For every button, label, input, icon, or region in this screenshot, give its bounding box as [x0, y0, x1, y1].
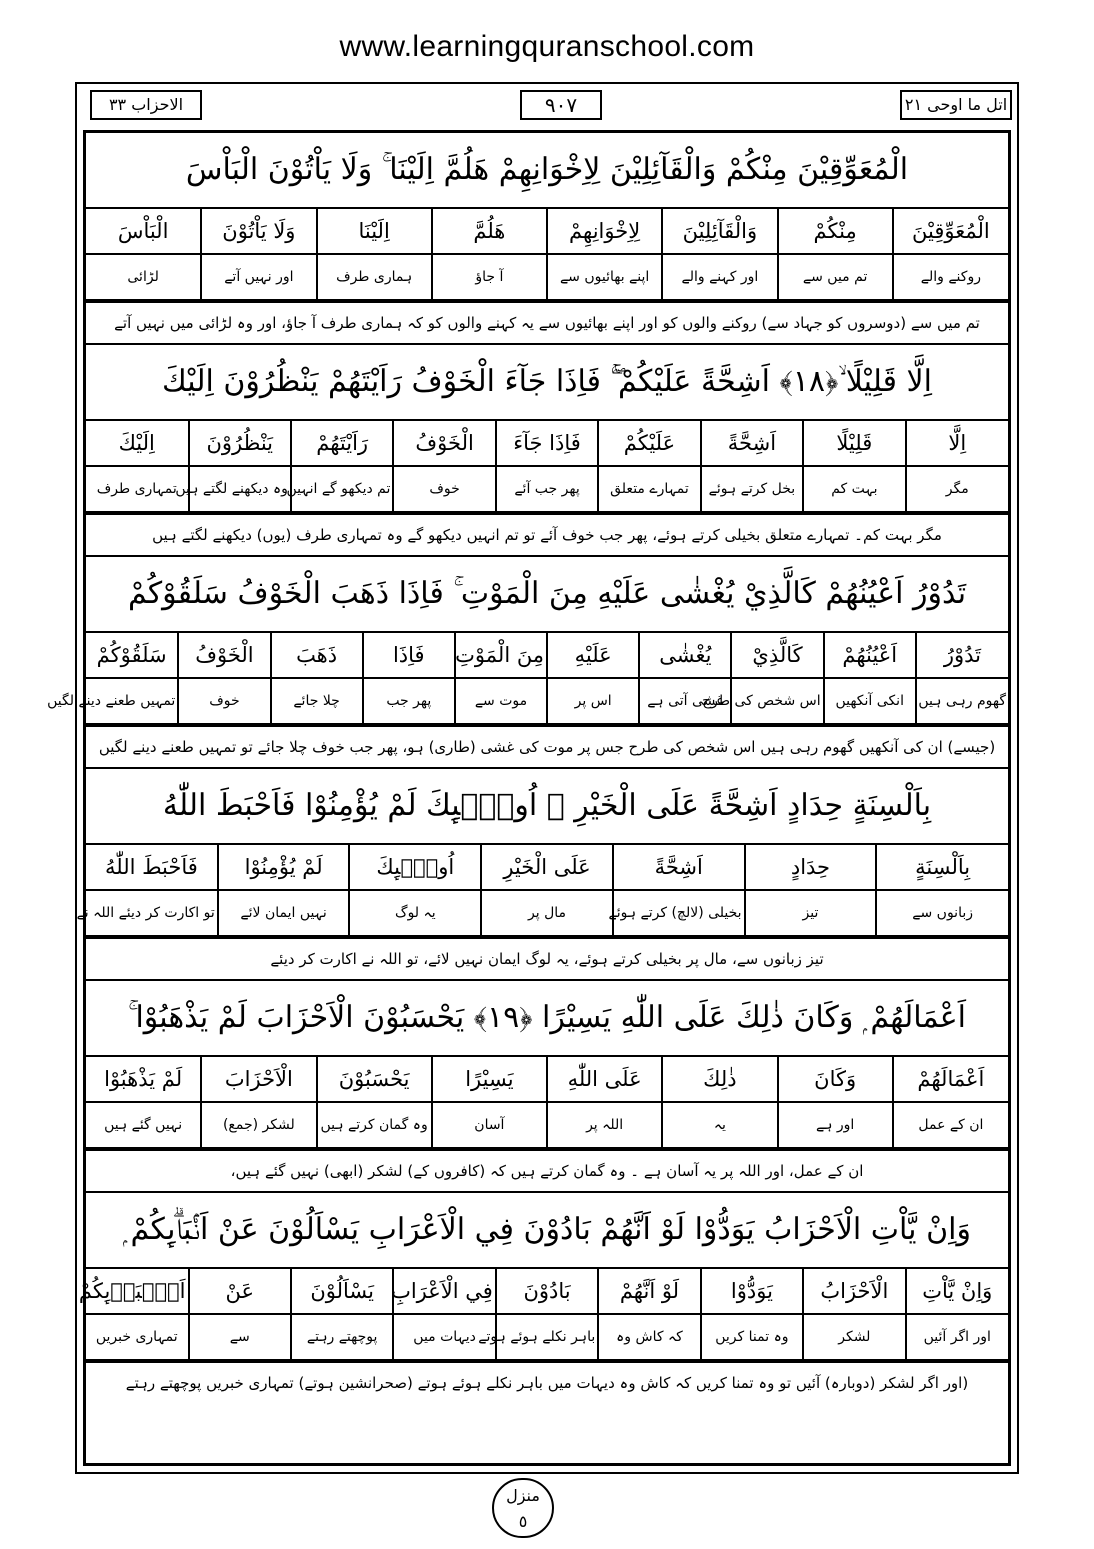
urdu-meaning-cell: ہماری طرف [317, 254, 432, 300]
word-by-word-grid [86, 1057, 1008, 1149]
arabic-word-cell: يَوَدُّوْا [701, 1269, 803, 1314]
arabic-word-cell: سَلَقُوْكُمْ [86, 633, 178, 678]
urdu-meaning-cell: گھوم رہی ہیں [916, 678, 1008, 724]
urdu-meaning-cell: یہ [662, 1102, 777, 1148]
urdu-translation-line: (جیسے) ان کی آنکھیں گھوم رہی ہیں اس شخص کی طرح جس پر موت کی غشی (طاری) ہو، پھر جب خوف چلا جائے تو تمہیں طعنے دینے لگیں [86, 725, 1008, 767]
arabic-word-cell: عَلَى اللّٰهِ [547, 1057, 662, 1102]
urdu-meaning-cell: اللہ پر [547, 1102, 662, 1148]
arabic-word-cell: اَشِحَّةً [701, 421, 803, 466]
verse-section [86, 345, 1008, 557]
word-by-word-grid [76, 845, 1008, 937]
urdu-meanings-row [86, 678, 1008, 724]
urdu-translation-line: ان کے عمل، اور اللہ پر یہ آسان ہے ۔ وہ گمان کرتے ہیں کہ (کافروں کے) لشکر (ابھی) نہیں گئے ہیں، [86, 1149, 1008, 1191]
arabic-word-cell: بَادُوْنَ [496, 1269, 598, 1314]
urdu-translation-line: تم میں سے (دوسروں کو جہاد سے) روکنے والوں کو اور اپنے بھائیوں سے یہ کہنے والوں کو کہ ہماری طرف آ جاؤ، اور وہ لڑائی میں نہیں آتے [86, 301, 1008, 343]
arabic-word-cell: اَشِحَّةً [613, 845, 745, 890]
arabic-word-cell: الْاَحْزَابُ [803, 1269, 905, 1314]
arabic-word-cell: مِنَ الْمَوْتِ [455, 633, 547, 678]
urdu-meaning-cell: آسان [432, 1102, 547, 1148]
arabic-words-row [86, 1269, 1008, 1314]
arabic-words-row [86, 421, 1008, 466]
word-by-word-grid [86, 209, 1008, 301]
urdu-meaning-cell: تمہاری خبریں [86, 1314, 189, 1360]
arabic-word-cell: اَنْۢبَاۗىِٕكُمْ [86, 1269, 189, 1314]
arabic-word-cell: بِاَلْسِنَةٍ [876, 845, 1008, 890]
urdu-meaning-cell: تیز [745, 890, 877, 936]
urdu-meaning-cell: پھر جب آئے [496, 466, 598, 512]
arabic-word-cell: رَاَيْتَهُمْ [291, 421, 393, 466]
arabic-word-cell: يُغْشٰى [639, 633, 731, 678]
verse-section [86, 133, 1008, 345]
arabic-word-cell: الْمُعَوِّقِيْنَ [893, 209, 1008, 254]
arabic-word-cell: الْاَحْزَابَ [201, 1057, 316, 1102]
arabic-word-cell: لِاِخْوَانِهِمْ [547, 209, 662, 254]
arabic-word-cell: وَاِنْ يَّاْتِ [906, 1269, 1008, 1314]
arabic-word-cell: وَلَا يَاْتُوْنَ [201, 209, 316, 254]
arabic-word-cell: عَلَى الْخَيْرِ [481, 845, 613, 890]
arabic-verse-line: تَدُوْرُ اَعْيُنُهُمْ كَالَّذِيْ يُغْشٰى عَلَيْهِ مِنَ الْمَوْتِ ۚ فَاِذَا ذَهَبَ الْخَوْفُ سَلَقُوْكُمْ [86, 557, 1008, 633]
verse-section [86, 981, 1008, 1193]
urdu-meaning-cell: پوچھتے رہتے [291, 1314, 393, 1360]
urdu-meaning-cell: لشکر (جمع) [201, 1102, 316, 1148]
arabic-word-cell: الْبَاْسَ [86, 209, 201, 254]
arabic-word-cell: ذٰلِكَ [662, 1057, 777, 1102]
site-url: www.learningquranschool.com [339, 30, 755, 63]
urdu-meaning-cell: اور ہے [778, 1102, 893, 1148]
urdu-meaning-cell: تمہاری طرف [86, 466, 189, 512]
urdu-meaning-cell: تو اکارت کر دیئے اللہ نے [86, 890, 218, 936]
arabic-words-row [86, 209, 1008, 254]
urdu-meaning-cell: خوف [178, 678, 270, 724]
urdu-meaning-cell: ان کے عمل [893, 1102, 1008, 1148]
arabic-words-row [86, 845, 1008, 890]
urdu-meaning-cell: وہ گمان کرتے ہیں [317, 1102, 432, 1148]
arabic-word-cell: حِدَادٍ [745, 845, 877, 890]
urdu-meaning-cell: نہیں ایمان لائے [218, 890, 350, 936]
arabic-word-cell: اِلَّا [906, 421, 1008, 466]
arabic-word-cell: وَالْقَآئِلِيْنَ [662, 209, 777, 254]
urdu-meaning-cell: آ جاؤ [432, 254, 547, 300]
urdu-meaning-cell: بخیلی (لالچ) کرتے ہوئے [613, 890, 745, 936]
arabic-word-cell: لَمْ يُؤْمِنُوْا [218, 845, 350, 890]
arabic-word-cell: عَنْ [189, 1269, 291, 1314]
urdu-meaning-cell: بخل کرتے ہوئے [701, 466, 803, 512]
urdu-meaning-cell: سے [189, 1314, 291, 1360]
urdu-meaning-cell: اس شخص کی طرح [731, 678, 823, 724]
content-area [47, 133, 1008, 1403]
urdu-meaning-cell: باہر نکلے ہوئے ہوتے [496, 1314, 598, 1360]
urdu-meaning-cell: اور نہیں آتے [201, 254, 316, 300]
urdu-meaning-cell: زبانوں سے [876, 890, 1008, 936]
urdu-meaning-cell: کہ کاش وہ [598, 1314, 700, 1360]
arabic-word-cell: تَدُوْرُ [916, 633, 1008, 678]
arabic-word-cell: عَلَيْهِ [547, 633, 639, 678]
arabic-word-cell: يَسْاَلُوْنَ [291, 1269, 393, 1314]
arabic-verse-line: اَعْمَالَهُمْ ۭ وَكَانَ ذٰلِكَ عَلَى اللّٰهِ يَسِيْرًا ﴿١٩﴾ يَحْسَبُوْنَ الْاَحْزَابَ لَمْ يَذْهَبُوْا ۚ [86, 981, 1008, 1057]
urdu-meaning-cell: غشی آتی ہے [639, 678, 731, 724]
manzil-badge [492, 1478, 554, 1538]
arabic-verse-line: وَاِنْ يَّاْتِ الْاَحْزَابُ يَوَدُّوْا لَوْ اَنَّهُمْ بَادُوْنَ فِي الْاَعْرَابِ يَسْاَلُوْنَ عَنْ اَنْۢبَاۗىِٕكُمْ ۭ [86, 1193, 1008, 1269]
arabic-word-cell: مِنْكُمْ [778, 209, 893, 254]
word-by-word-grid [86, 421, 1008, 513]
urdu-meaning-cell: تم میں سے [778, 254, 893, 300]
arabic-word-cell: اِلَيْنَا [317, 209, 432, 254]
header-surah: الاحزاب ٣٣ [90, 90, 202, 120]
manzil-number: ٥ [518, 1512, 528, 1531]
header-para: اتل ما اوحی ٢١ [900, 90, 1012, 120]
urdu-meaning-cell: موت سے [455, 678, 547, 724]
urdu-meaning-cell: یہ لوگ [349, 890, 481, 936]
arabic-word-cell: يَحْسَبُوْنَ [317, 1057, 432, 1102]
urdu-meaning-cell: اس پر [547, 678, 639, 724]
word-by-word-grid [47, 633, 1008, 725]
arabic-word-cell: اَعْيُنُهُمْ [824, 633, 916, 678]
urdu-meaning-cell: مال پر [481, 890, 613, 936]
word-by-word-grid [78, 1269, 1008, 1361]
urdu-translation-line: مگر بہت کم۔ تمہارے متعلق بخیلی کرتے ہوئے، پھر جب خوف آئے تو تم انہیں دیکھو گے وہ تمہاری طرف (یوں) دیکھنے لگتے ہیں [86, 513, 1008, 555]
arabic-verse-line: اِلَّا قَلِيْلًا ۙ﴿١٨﴾ اَشِحَّةً عَلَيْكُمْ ۚۖ فَاِذَا جَآءَ الْخَوْفُ رَاَيْتَهُمْ يَنْظُرُوْنَ اِلَيْكَ [86, 345, 1008, 421]
arabic-word-cell: اُولٰۗىِٕكَ [349, 845, 481, 890]
urdu-meaning-cell: تمہارے متعلق [598, 466, 700, 512]
urdu-meaning-cell: مگر [906, 466, 1008, 512]
urdu-meaning-cell: خوف [393, 466, 495, 512]
urdu-meaning-cell: لڑائی [86, 254, 201, 300]
verse-section [78, 1193, 1008, 1403]
arabic-word-cell: قَلِيْلًا [803, 421, 905, 466]
arabic-word-cell: يَنْظُرُوْنَ [189, 421, 291, 466]
urdu-meanings-row [86, 254, 1008, 300]
urdu-meaning-cell: تمہیں طعنے دینے لگیں [86, 678, 178, 724]
urdu-meaning-cell: پھر جب [363, 678, 455, 724]
arabic-word-cell: فَاِذَا [363, 633, 455, 678]
urdu-meaning-cell: وہ تمنا کریں [701, 1314, 803, 1360]
urdu-translation-line: (اور اگر لشکر (دوبارہ) آئیں تو وہ تمنا کریں کہ کاش وہ دیہات میں باہر نکلے ہوئے ہوتے (صحرانشین ہوتے) تمہاری خبریں پوچھتے رہتے [86, 1361, 1008, 1403]
arabic-word-cell: اَعْمَالَهُمْ [893, 1057, 1008, 1102]
arabic-word-cell: يَسِيْرًا [432, 1057, 547, 1102]
urdu-meanings-row [86, 1102, 1008, 1148]
arabic-word-cell: كَالَّذِيْ [731, 633, 823, 678]
arabic-word-cell: اِلَيْكَ [86, 421, 189, 466]
urdu-meaning-cell: اپنے بھائیوں سے [547, 254, 662, 300]
urdu-meaning-cell: اور کہنے والے [662, 254, 777, 300]
urdu-meanings-row [86, 1314, 1008, 1360]
urdu-meaning-cell: روکنے والے [893, 254, 1008, 300]
arabic-word-cell: فِي الْاَعْرَابِ [393, 1269, 495, 1314]
arabic-words-row [86, 633, 1008, 678]
urdu-meaning-cell: بہت کم [803, 466, 905, 512]
header-page-number: ٩٠٧ [520, 90, 602, 120]
arabic-word-cell: هَلُمَّ [432, 209, 547, 254]
verse-section [76, 769, 1008, 981]
urdu-meanings-row [86, 890, 1008, 936]
arabic-word-cell: فَاِذَا جَآءَ [496, 421, 598, 466]
urdu-meaning-cell: انکی آنکھیں [824, 678, 916, 724]
urdu-meaning-cell: نہیں گئے ہیں [86, 1102, 201, 1148]
verse-section [47, 557, 1008, 769]
urdu-meaning-cell: لشکر [803, 1314, 905, 1360]
urdu-meaning-cell: چلا جائے [271, 678, 363, 724]
manzil-label: منزل [506, 1486, 540, 1505]
arabic-word-cell: وَكَانَ [778, 1057, 893, 1102]
urdu-meaning-cell: تم دیکھو گے انہیں [291, 466, 393, 512]
arabic-word-cell: عَلَيْكُمْ [598, 421, 700, 466]
arabic-word-cell: ذَهَبَ [271, 633, 363, 678]
arabic-word-cell: فَاَحْبَطَ اللّٰهُ [86, 845, 218, 890]
urdu-meaning-cell: وہ دیکھنے لگتے ہیں [189, 466, 291, 512]
arabic-word-cell: الْخَوْفُ [393, 421, 495, 466]
arabic-verse-line: الْمُعَوِّقِيْنَ مِنْكُمْ وَالْقَآئِلِيْنَ لِاِخْوَانِهِمْ هَلُمَّ اِلَيْنَا ۚ وَلَا يَاْتُوْنَ الْبَاْسَ [86, 133, 1008, 209]
arabic-word-cell: لَمْ يَذْهَبُوْا [86, 1057, 201, 1102]
arabic-words-row [86, 1057, 1008, 1102]
urdu-meaning-cell: اور اگر آئیں [906, 1314, 1008, 1360]
arabic-word-cell: الْخَوْفُ [178, 633, 270, 678]
arabic-verse-line: بِاَلْسِنَةٍ حِدَادٍ اَشِحَّةً عَلَى الْخَيْرِ ۭ اُولٰۗىِٕكَ لَمْ يُؤْمِنُوْا فَاَحْبَطَ اللّٰهُ [86, 769, 1008, 845]
urdu-meaning-cell: دیہات میں [393, 1314, 495, 1360]
urdu-meanings-row [86, 466, 1008, 512]
arabic-word-cell: لَوْ اَنَّهُمْ [598, 1269, 700, 1314]
urdu-translation-line: تیز زبانوں سے، مال پر بخیلی کرتے ہوئے، یہ لوگ ایمان نہیں لائے، تو اللہ نے اکارت کر دیئے [86, 937, 1008, 979]
